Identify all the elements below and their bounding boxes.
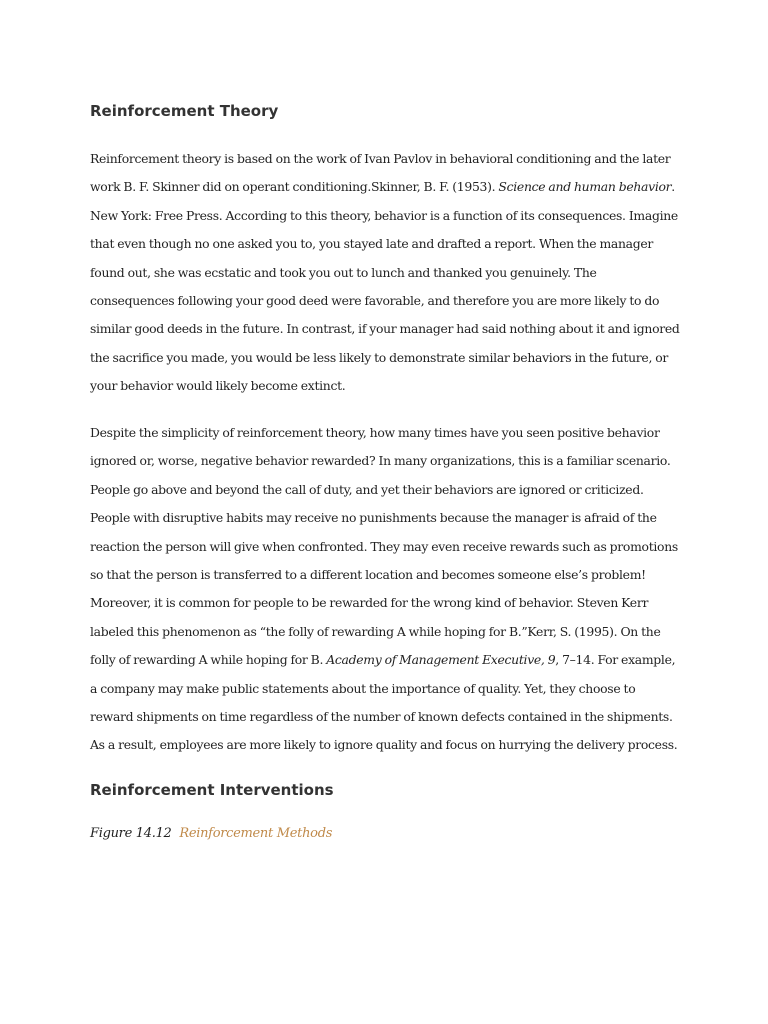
paragraph-text: , 7–14. For example, a company may make public statements about the importance of quality. Yet, they choose to reward shipments on time regardless of the number of known defects contained in the shipments. As a result, employees are more likely to ignore quality and focus on hurrying the delivery process. — [90, 652, 678, 753]
paragraph-text: . New York: Free Press. According to this theory, behavior is a function of its consequences. Imagine that even though no one asked you to, you stayed late and drafted a report. When the manager found out, she was ecstatic and took you out to lunch and thanked you genuinely. The consequences following your good deed were favorable, and therefore you are more likely to do similar good deeds in the future. In contrast, if your manager had said nothing about it and ignored the sacrifice you made, you would be less likely to demonstrate similar behaviors in the future, or your behavior would likely become extinct. — [90, 179, 680, 394]
citation-book-title: Science and human behavior — [498, 179, 672, 195]
paragraph-reinforcement-theory-problems — [90, 419, 680, 760]
section-heading-reinforcement-theory: Reinforcement Theory — [90, 102, 279, 120]
figure-title-link[interactable]: Reinforcement Methods — [179, 826, 333, 841]
citation-journal-title: Academy of Management Executive, 9 — [326, 652, 556, 668]
paragraph-reinforcement-theory-intro — [90, 145, 680, 401]
section-heading-reinforcement-interventions: Reinforcement Interventions — [90, 781, 334, 799]
paragraph-text: Reinforcement theory is based on the work of Ivan Pavlov in behavioral conditioning and the later work B. F. Skinner did on operant conditioning.Skinner, B. F. (1953). — [90, 151, 671, 195]
figure-caption — [90, 826, 332, 841]
paragraph-text: Despite the simplicity of reinforcement theory, how many times have you seen positive behavior ignored or, worse, negative behavior rewarded? In many organizations, this is a familiar scenario. People go above and beyond the call of duty, and yet their behaviors are ignored or criticized. People with disruptive habits may receive no punishments because the manager is afraid of the reaction the person will give when confronted. They may even receive rewards such as promotions so that the person is transferred to a different location and becomes someone else’s problem! Moreover, it is common for people to be rewarded for the wrong kind of behavior. Steven Kerr labeled this phenomenon as “the folly of rewarding A while hoping for B.”Kerr, S. (1995). On the folly of rewarding A while hoping for B. — [90, 425, 678, 668]
figure-label: Figure 14.12 — [90, 826, 172, 841]
